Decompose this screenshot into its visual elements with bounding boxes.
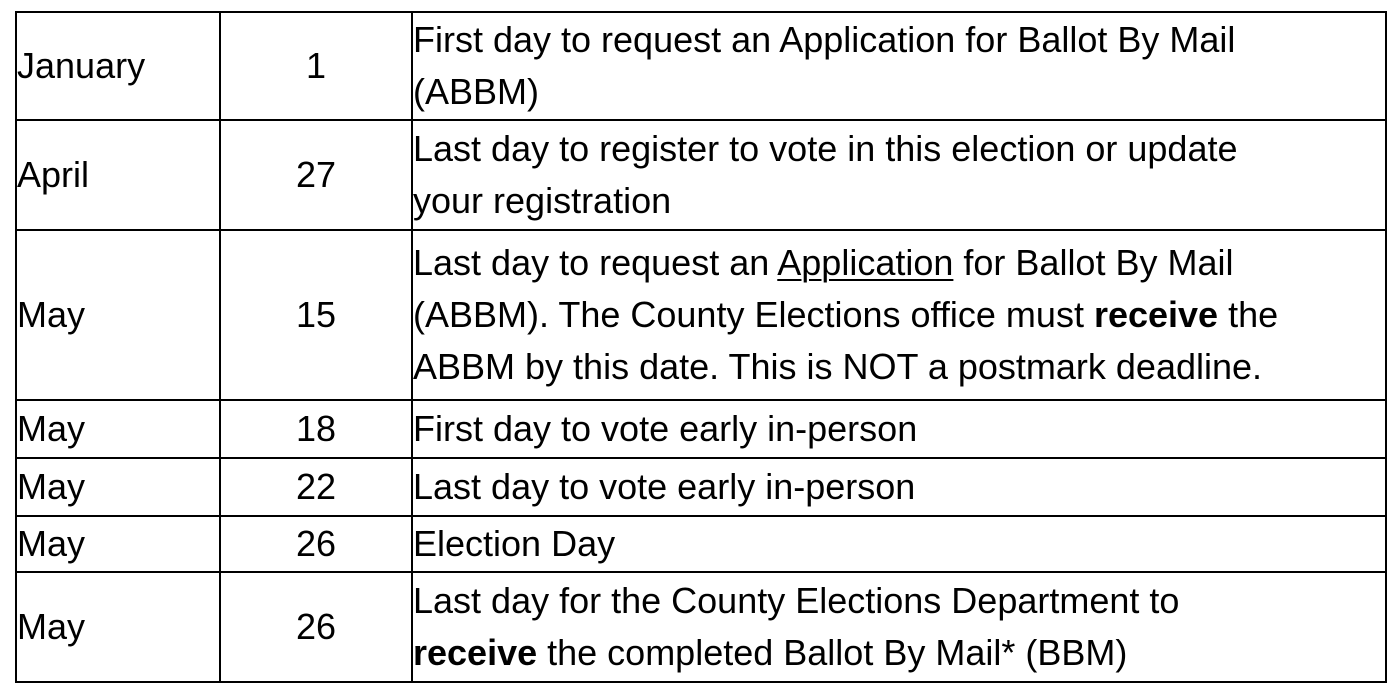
month-cell: May: [16, 516, 220, 572]
description-line: First day to request an Application for Ballot By Mail: [413, 19, 1236, 60]
description-cell: [412, 458, 1386, 516]
month-cell: May: [16, 400, 220, 458]
description-line: [413, 627, 1385, 679]
description-text: the: [1218, 294, 1279, 335]
election-deadlines-table: [15, 11, 1387, 683]
description-text: the completed Ballot By Mail* (BBM): [537, 632, 1128, 673]
description-line: (ABBM): [413, 71, 539, 112]
table-row: [16, 516, 1386, 572]
description-line: ABBM by this date. This is NOT a postmark deadline.: [413, 346, 1263, 387]
receive-bold-text: receive: [413, 632, 538, 673]
table-row: [16, 400, 1386, 458]
description-cell: [412, 400, 1386, 458]
description-line: Last day for the County Elections Department to: [413, 580, 1180, 621]
description-cell: [412, 516, 1386, 572]
description-cell: [412, 230, 1386, 400]
description-line: First day to vote early in-person: [413, 408, 918, 449]
description-line: [413, 289, 1385, 341]
day-cell: 27: [220, 120, 412, 230]
month-cell: April: [16, 120, 220, 230]
table-row: [16, 458, 1386, 516]
description-cell: [412, 12, 1386, 120]
description-line: Last day to vote early in-person: [413, 466, 916, 507]
day-cell: 26: [220, 572, 412, 682]
description-cell: [412, 120, 1386, 230]
receive-bold-text: receive: [1093, 294, 1219, 335]
day-cell: 26: [220, 516, 412, 572]
day-cell: 15: [220, 230, 412, 400]
day-cell: 22: [220, 458, 412, 516]
description-text: for Ballot By Mail: [953, 242, 1234, 283]
month-cell: May: [16, 458, 220, 516]
month-cell: January: [16, 12, 220, 120]
description-text: Last day to request an: [413, 242, 778, 283]
description-line: Last day to register to vote in this election or update: [413, 128, 1238, 169]
description-text: (ABBM). The County Elections office must: [413, 294, 1094, 335]
description-line: Election Day: [413, 523, 616, 564]
application-underlined-text: Application: [777, 242, 954, 283]
table-row: [16, 12, 1386, 120]
table-row: [16, 230, 1386, 400]
description-cell: [412, 572, 1386, 682]
month-cell: May: [16, 230, 220, 400]
month-cell: May: [16, 572, 220, 682]
table-row: [16, 120, 1386, 230]
table-row: [16, 572, 1386, 682]
description-line: [413, 237, 1385, 289]
day-cell: 1: [220, 12, 412, 120]
day-cell: 18: [220, 400, 412, 458]
description-line: your registration: [413, 180, 672, 221]
